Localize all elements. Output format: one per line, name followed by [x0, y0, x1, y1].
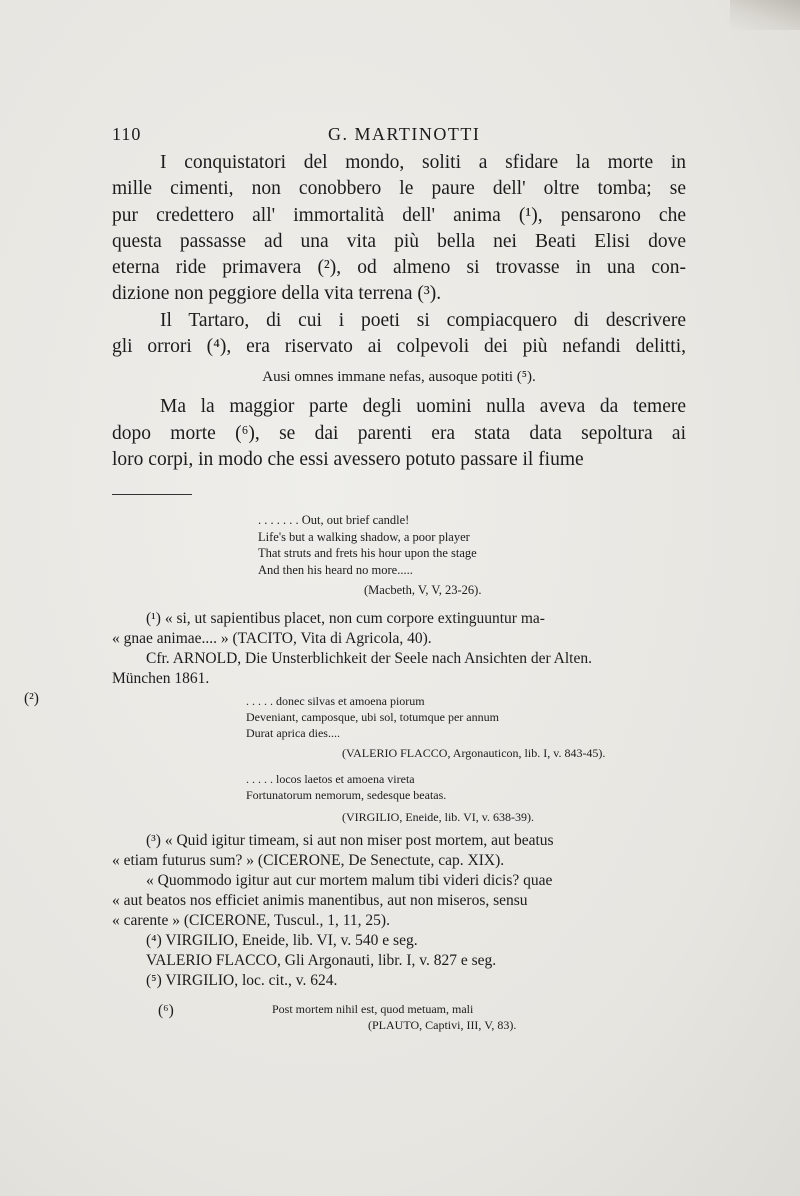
note-line: « gnae animae.... » (TACITO, Vita di Agricola, 40). — [112, 629, 432, 647]
footnote-2 — [24, 689, 686, 825]
footnote-5 — [112, 971, 686, 991]
note-line: München 1861. — [112, 669, 210, 687]
page-corner-shadow — [730, 0, 800, 30]
note-line: Cfr. ARNOLD, Die Unsterblichkeit der Seele nach Ansichten der Alten. — [146, 649, 592, 667]
note-line: (³) « Quid igitur timeam, si aut non miser post mortem, aut beatus — [146, 831, 554, 849]
text-line: I conquistatori del mondo, soliti a sfidare la morte in — [160, 152, 686, 173]
note-line: « aut beatos nos efficiet animis manentibus, aut non miseros, sensu — [112, 891, 528, 909]
note-line: (⁵) VIRGILIO, loc. cit., v. 624. — [146, 971, 338, 989]
note-line: (⁴) VIRGILIO, Eneide, lib. VI, v. 540 e seg. — [146, 931, 418, 949]
text-line: Ma la maggior parte degli uomini nulla aveva da temere — [160, 396, 686, 418]
verse-line: . . . . . . . Out, out brief candle! — [258, 513, 410, 527]
page-header — [112, 124, 692, 146]
macbeth-verse — [258, 512, 686, 599]
footnotes — [24, 512, 686, 1033]
running-head: G. MARTINOTTI — [328, 124, 481, 144]
note-marker: (²) — [24, 689, 39, 707]
verse-block — [272, 1001, 686, 1033]
verse-citation: (PLAUTO, Captivi, III, V, 83). — [368, 1017, 517, 1032]
footnote-rule — [112, 494, 192, 495]
text-line: pur credettero all' immortalità dell' anima (¹), pensarono che — [112, 204, 686, 226]
note-line: « carente » (CICERONE, Tuscul., 1, 11, 25). — [112, 911, 390, 929]
text-line: questa passasse ad una vita più bella nei Beati Elisi dove — [112, 230, 686, 252]
note-line: « etiam futurus sum? » (CICERONE, De Senectute, cap. XIX). — [112, 851, 505, 869]
text-line: loro corpi, in modo che essi avessero potuto passare il fiume — [112, 448, 584, 470]
verse-line: Life's but a walking shadow, a poor player — [258, 529, 470, 544]
footnote-3 — [112, 831, 686, 931]
verse-line: Durat aprica dies.... — [246, 725, 340, 740]
verse-line: And then his heard no more..... — [258, 562, 413, 577]
footnote-6 — [112, 1001, 686, 1033]
page-number: 110 — [112, 124, 142, 144]
note-line: VALERIO FLACCO, Gli Argonauti, libr. I, v. 827 e seg. — [146, 951, 497, 969]
text-line: dopo morte (⁶), se dai parenti era stata data sepoltura ai — [112, 422, 686, 444]
text-line: dizione non peggiore della vita terrena (³). — [112, 283, 442, 305]
footnote-1 — [112, 609, 686, 689]
text-line: eterna ride primavera (²), od almeno si trovasse in una con- — [112, 257, 686, 279]
verse-citation: (Macbeth, V, V, 23-26). — [364, 583, 482, 597]
verse-line: . . . . . donec silvas et amoena piorum — [246, 693, 425, 708]
note-line: (¹) « si, ut sapientibus placet, non cum corpore extinguuntur ma- — [146, 609, 545, 627]
footnote-4 — [112, 931, 686, 971]
verse-line: That struts and frets his hour upon the stage — [258, 546, 477, 560]
verse-line: Deveniant, camposque, ubi sol, totumque per annum — [246, 709, 499, 724]
verse-block — [24, 689, 686, 825]
note-line: « Quommodo igitur aut cur mortem malum tibi videri dicis? quae — [146, 871, 553, 889]
verse-line: Post mortem nihil est, quod metuam, mali — [272, 1001, 474, 1016]
verse-citation: (VALERIO FLACCO, Argonauticon, lib. I, v. 843-45). — [342, 745, 606, 760]
text-line: gli orrori (⁴), era riservato ai colpevoli dei più nefandi delitti, — [112, 336, 686, 358]
text-line: mille cimenti, non conobbero le paure dell' oltre tomba; se — [112, 178, 686, 200]
latin-quote: Ausi omnes immane nefas, ausoque potiti (⁵). — [262, 369, 536, 386]
main-text — [112, 150, 686, 473]
text-line: Il Tartaro, di cui i poeti si compiacquero di descrivere — [160, 309, 686, 331]
verse-citation: (VIRGILIO, Eneide, lib. VI, v. 638-39). — [342, 809, 534, 824]
verse-line: . . . . . locos laetos et amoena vireta — [246, 771, 415, 786]
note-marker: (⁶) — [158, 1001, 174, 1019]
verse-line: Fortunatorum nemorum, sedesque beatas. — [246, 787, 447, 802]
